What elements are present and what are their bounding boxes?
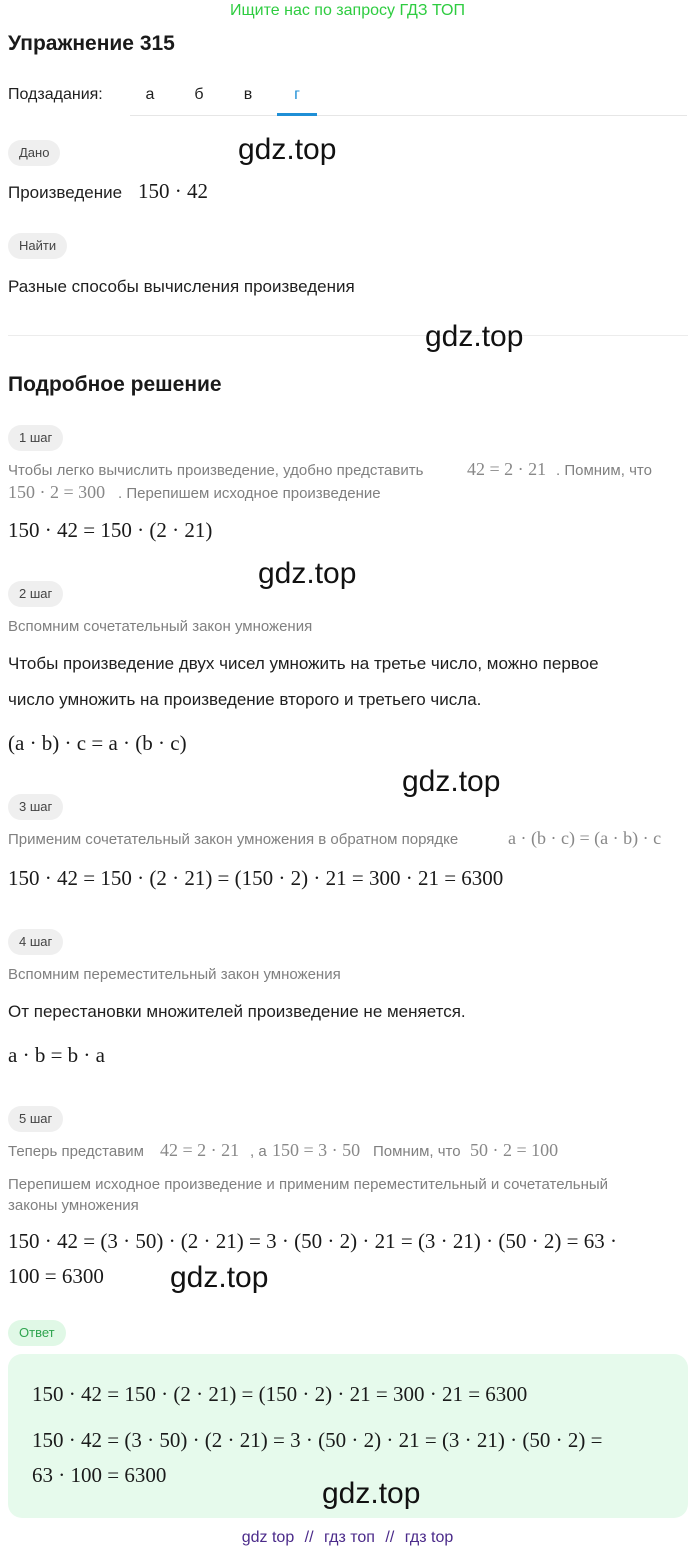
footer-links xyxy=(0,1529,695,1547)
step-3-hint: Применим сочетательный закон умножения в обратном порядке xyxy=(8,831,459,848)
answer-badge: Ответ xyxy=(8,1320,66,1346)
step-2-hint: Вспомним сочетательный закон умножения xyxy=(8,618,313,635)
given-badge: Дано xyxy=(8,140,60,166)
step-5-formula-line2: 100 = 6300 xyxy=(8,1264,104,1288)
section-divider xyxy=(8,335,688,336)
step-2-formula: (a · b) · c = a · (b · c) xyxy=(8,731,187,755)
step-4-hint: Вспомним переместительный закон умножения xyxy=(8,966,341,983)
step-5-math-1: 42 = 2 · 21 xyxy=(160,1140,240,1160)
footer-link-gdz-top-mixed[interactable]: гдз top xyxy=(404,1529,454,1546)
watermark: gdz.top xyxy=(425,320,524,353)
watermark: gdz.top xyxy=(170,1261,269,1294)
footer-separator: // xyxy=(385,1529,395,1546)
step-5-hint2-line1: Перепишем исходное произведение и применим переместительный и сочетательный xyxy=(8,1176,609,1193)
find-badge: Найти xyxy=(8,233,67,259)
answer-line-2: 150 · 42 = (3 · 50) · (2 · 21) = 3 · (50 · 2) · 21 = (3 · 21) · (50 · 2) = xyxy=(32,1428,603,1452)
footer-link-gdz-top[interactable]: gdz top xyxy=(241,1529,295,1546)
step-2-badge: 2 шаг xyxy=(8,581,63,607)
given-text: Произведение xyxy=(8,183,123,202)
tab-g[interactable]: г xyxy=(294,86,300,103)
step-5-math-2: 150 = 3 · 50 xyxy=(272,1140,361,1160)
answer-line-3: 63 · 100 = 6300 xyxy=(32,1463,167,1487)
step-3-badge: 3 шаг xyxy=(8,794,63,820)
tab-b[interactable]: б xyxy=(194,86,204,103)
step-1-hint-math2: 150 · 2 = 300 xyxy=(8,482,106,502)
watermark: gdz.top xyxy=(402,765,501,798)
tabs-divider xyxy=(130,115,687,116)
step-3-formula: 150 · 42 = 150 · (2 · 21) = (150 · 2) · 21 = 300 · 21 = 6300 xyxy=(8,866,504,890)
step-2-rule-line2: число умножить на произведение второго и третьего числа. xyxy=(8,690,482,709)
step-1-hint-math: 42 = 2 · 21 xyxy=(467,459,547,479)
step-5-math-3: 50 · 2 = 100 xyxy=(470,1140,559,1160)
watermark: gdz.top xyxy=(258,557,357,590)
top-banner: Ищите нас по запросу ГДЗ ТОП xyxy=(230,2,465,19)
step-3-hint-math: a · (b · c) = (a · b) · c xyxy=(508,828,662,848)
step-5-hint-start: Теперь представим xyxy=(8,1143,144,1160)
active-tab-indicator xyxy=(277,113,317,116)
answer-line-1: 150 · 42 = 150 · (2 · 21) = (150 · 2) · 21 = 300 · 21 = 6300 xyxy=(32,1382,528,1406)
footer-link-gdz-top-ru[interactable]: гдз топ xyxy=(324,1529,375,1546)
given-math: 150 · 42 xyxy=(138,179,208,203)
watermark: gdz.top xyxy=(238,133,337,166)
watermark: gdz.top xyxy=(322,1477,421,1510)
step-1-formula: 150 · 42 = 150 · (2 · 21) xyxy=(8,518,213,542)
find-text: Разные способы вычисления произведения xyxy=(8,277,355,296)
step-1-hint: Чтобы легко вычислить произведение, удобно представить xyxy=(8,462,424,479)
step-5-formula-line1: 150 · 42 = (3 · 50) · (2 · 21) = 3 · (50 · 2) · 21 = (3 · 21) · (50 · 2) = 63 · xyxy=(8,1229,617,1253)
step-5-hint2-line2: законы умножения xyxy=(8,1197,139,1214)
page-title: Упражнение 315 xyxy=(8,32,175,55)
step-5-hint-after: Помним, что xyxy=(373,1143,461,1160)
step-1-hint-text2: . Перепишем исходное произведение xyxy=(118,485,381,502)
step-2-rule-line1: Чтобы произведение двух чисел умножить на третье число, можно первое xyxy=(8,654,599,673)
step-5-badge: 5 шаг xyxy=(8,1106,63,1132)
subtasks-label: Подзадания: xyxy=(8,86,103,103)
step-4-formula: a · b = b · a xyxy=(8,1043,105,1067)
step-1-badge: 1 шаг xyxy=(8,425,63,451)
footer-separator: // xyxy=(304,1529,314,1546)
solution-title: Подробное решение xyxy=(8,373,222,396)
step-5-hint-mid: , а xyxy=(250,1143,267,1160)
step-4-rule: От перестановки множителей произведение не меняется. xyxy=(8,1002,466,1021)
tab-a[interactable]: а xyxy=(145,86,155,103)
step-1-hint-after: . Помним, что xyxy=(556,462,652,479)
tab-v[interactable]: в xyxy=(243,86,253,103)
step-4-badge: 4 шаг xyxy=(8,929,63,955)
